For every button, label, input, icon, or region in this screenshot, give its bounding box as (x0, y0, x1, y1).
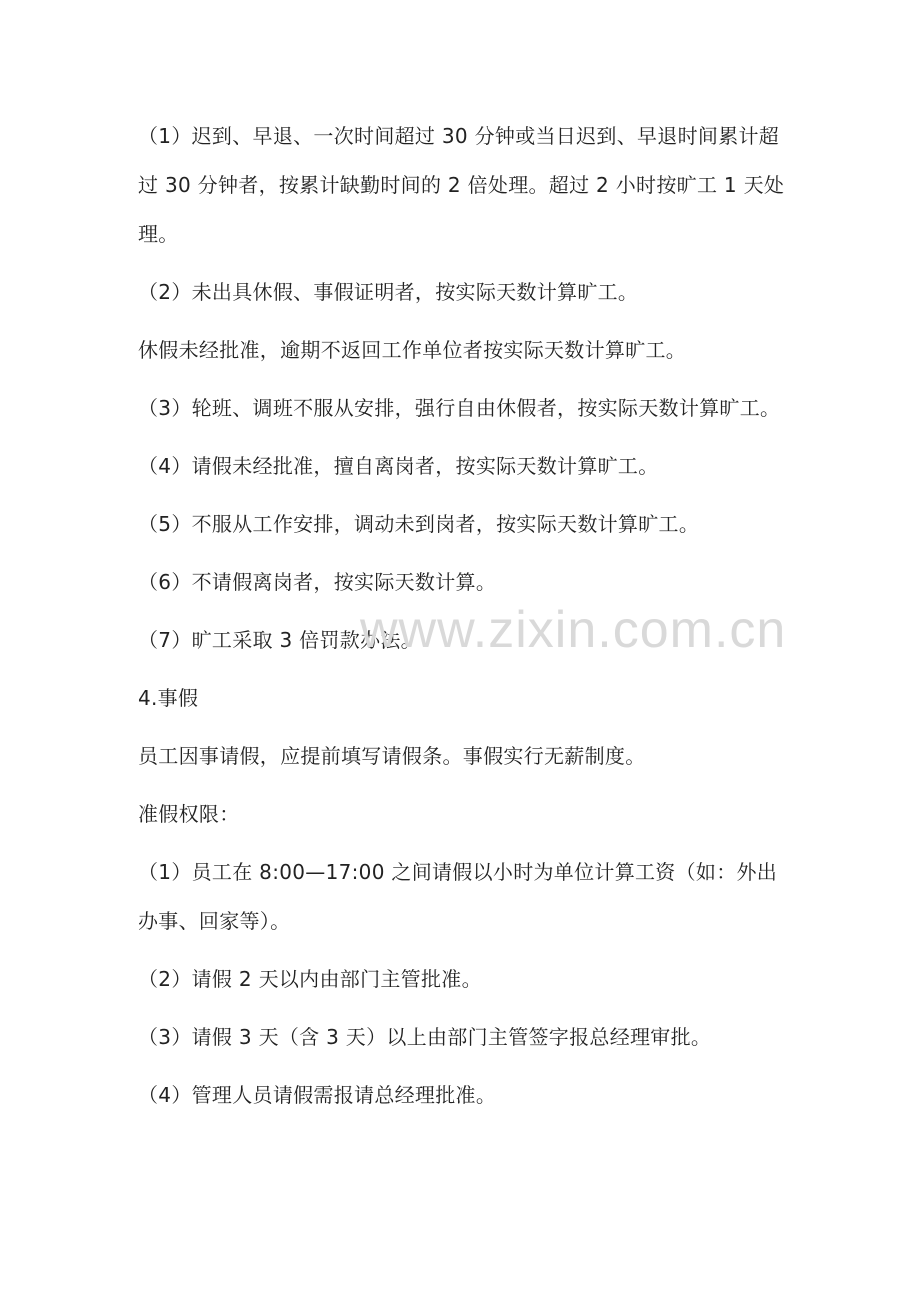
paragraph-leave-post: （6）不请假离岗者，按实际天数计算。 (138, 570, 497, 594)
paragraph-manager-leave: （4）管理人员请假需报请总经理批准。 (138, 1083, 497, 1107)
paragraph-no-certificate: （2）未出具休假、事假证明者，按实际天数计算旷工。 (138, 280, 639, 304)
paragraph-personal-leave-rule: 员工因事请假，应提前填写请假条。事假实行无薪制度。 (138, 744, 646, 768)
paragraph-transfer-absent: （5）不服从工作安排，调动未到岗者，按实际天数计算旷工。 (138, 512, 700, 536)
paragraph-two-day-leave: （2）请假 2 天以内由部门主管批准。 (138, 967, 482, 991)
paragraph-penalty: （7）旷工采取 3 倍罚款办法。 (138, 628, 421, 652)
paragraph-three-day-leave: （3）请假 3 天（含 3 天）以上由部门主管签字报总经理审批。 (138, 1025, 712, 1049)
paragraph-late-early-leave: （1）迟到、早退、一次时间超过 30 分钟或当日迟到、早退时间累计超过 30 分钟者，按累计缺勤时间的 2 倍处理。超过 2 小时按旷工 1 天处理。 (138, 124, 785, 246)
section-heading-personal-leave: 4.事假 (138, 686, 199, 710)
watermark: www.zixin.com.cn (360, 601, 787, 659)
paragraph-shift-disobey: （3）轮班、调班不服从安排，强行自由休假者，按实际天数计算旷工。 (138, 396, 781, 420)
paragraph-approval-authority: 准假权限： (138, 802, 240, 826)
paragraph-hourly-leave: （1）员工在 8:00—17:00 之间请假以小时为单位计算工资（如：外出办事、回家等）。 (138, 860, 778, 933)
paragraph-overdue-return: 休假未经批准，逾期不返回工作单位者按实际天数计算旷工。 (138, 338, 687, 362)
paragraph-unapproved-leave: （4）请假未经批准，擅自离岗者，按实际天数计算旷工。 (138, 454, 659, 478)
